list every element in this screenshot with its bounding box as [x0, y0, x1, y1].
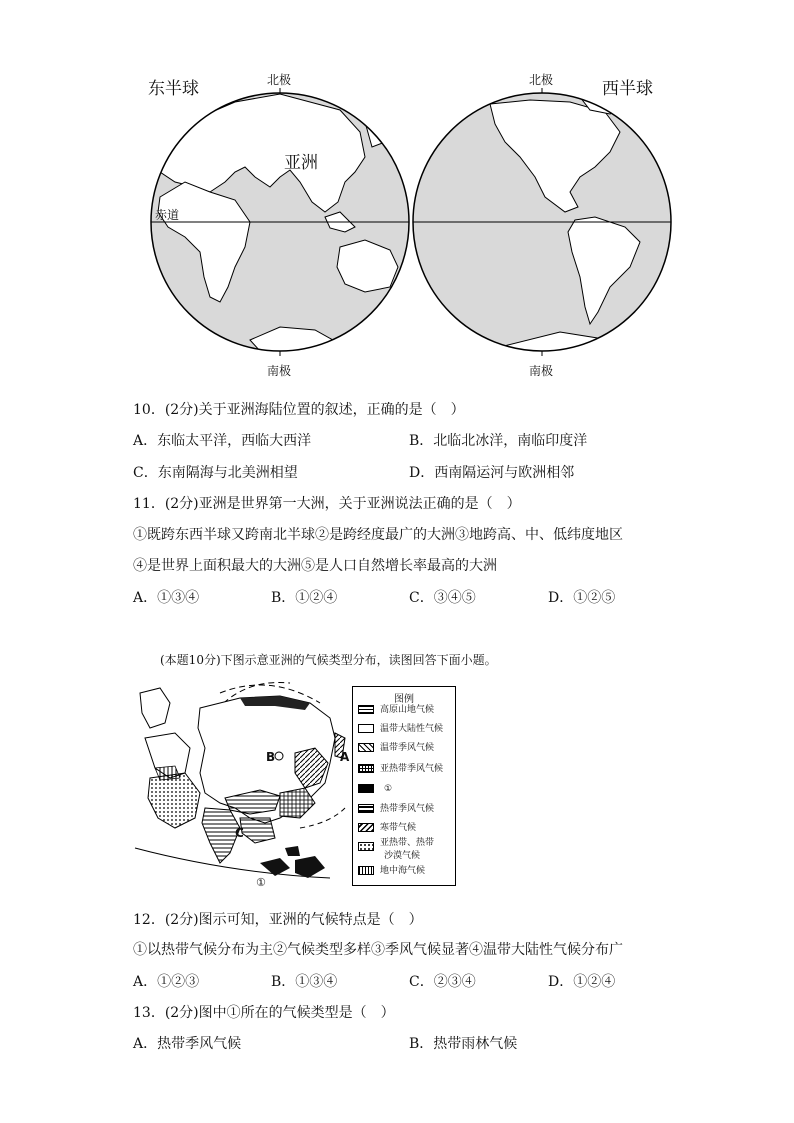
legend-swatch-temperate-monsoon	[358, 743, 374, 752]
q11-statements-line2: ④是世界上面积最大的大洲⑤是人口自然增长率最高的大洲	[133, 558, 497, 574]
q11-option-b[interactable]: B．①②④	[271, 590, 338, 606]
q12-option-b[interactable]: B．①③④	[271, 974, 338, 990]
legend-label-temperate-monsoon: 温带季风气候	[380, 743, 435, 753]
q10-stem: 10．(2分)关于亚洲海陆位置的叙述，正确的是（ ）	[133, 402, 465, 418]
q11-option-c[interactable]: C．③④⑤	[409, 590, 476, 606]
south-pole-label-west: 南极	[529, 364, 554, 378]
legend-label-polar: 寒带气候	[380, 823, 417, 833]
section-intro: (本题10分)下图示意亚洲的气候类型分布，读图回答下面小题。	[160, 653, 497, 667]
q11-stem: 11．(2分)亚洲是世界第一大洲，关于亚洲说法正确的是（ ）	[133, 496, 521, 512]
q12-option-d[interactable]: D．①②④	[548, 974, 616, 990]
legend-label-temperate-continental: 温带大陆性气候	[380, 724, 444, 734]
north-pole-label-east: 北极	[267, 73, 292, 87]
legend-label-circle1: ①	[384, 784, 393, 794]
legend-swatch-desert	[358, 842, 374, 851]
q11-option-d[interactable]: D．①②⑤	[548, 590, 616, 606]
north-pole-label-west: 北极	[529, 73, 554, 87]
east-hemisphere-title: 东半球	[148, 79, 199, 99]
q13-stem: 13．(2分)图中①所在的气候类型是（ ）	[133, 1005, 395, 1021]
q12-option-c[interactable]: C．②③④	[409, 974, 476, 990]
legend-label-mediterranean: 地中海气候	[380, 866, 426, 876]
legend-label-desert-line1: 亚热带、热带	[380, 838, 435, 848]
q11-option-a[interactable]: A．①③④	[133, 590, 200, 606]
legend-swatch-subtropical-monsoon	[358, 764, 374, 773]
asia-label: 亚洲	[284, 153, 318, 173]
south-pole-label-east: 南极	[267, 364, 292, 378]
legend-swatch-polar	[358, 823, 374, 832]
q13-option-b[interactable]: B．热带雨林气候	[409, 1036, 518, 1052]
equator-label: 赤道	[155, 208, 180, 222]
q10-option-a[interactable]: A．东临太平洋，西临大西洋	[133, 433, 312, 449]
hemisphere-map	[140, 62, 680, 382]
q10-option-b[interactable]: B．北临北冰洋，南临印度洋	[409, 433, 588, 449]
legend-swatch-circle1	[358, 784, 374, 793]
q12-option-a[interactable]: A．①②③	[133, 974, 200, 990]
legend-title: 图例	[394, 694, 414, 705]
map-label-b: B	[266, 750, 276, 764]
q12-statements-line1: ①以热带气候分布为主②气候类型多样③季风气候显著④温带大陆性气候分布广	[133, 942, 623, 958]
map-label-a: A	[340, 750, 350, 764]
legend-swatch-temperate-continental	[358, 724, 374, 733]
q12-stem: 12．(2分)图示可知，亚洲的气候特点是（ ）	[133, 912, 423, 928]
legend-swatch-mediterranean	[358, 866, 374, 875]
map-label-circle1: ①	[256, 876, 266, 889]
q13-option-a[interactable]: A．热带季风气候	[133, 1036, 242, 1052]
legend-swatch-tropical-monsoon	[358, 804, 374, 813]
q11-statements-line1: ①既跨东西半球又跨南北半球②是跨经度最广的大洲③地跨高、中、低纬度地区	[133, 527, 623, 543]
legend-swatch-plateau	[358, 705, 374, 714]
map-label-c: C	[235, 826, 244, 840]
legend-label-desert-line2: 沙漠气候	[384, 851, 421, 861]
hemisphere-map-graphic	[140, 62, 680, 382]
legend-label-subtropical-monsoon: 亚热带季风气候	[380, 764, 444, 774]
legend-label-plateau: 高原山地气候	[380, 705, 435, 715]
q10-option-c[interactable]: C．东南隔海与北美洲相望	[133, 465, 298, 481]
west-hemisphere	[410, 62, 680, 382]
legend-label-tropical-monsoon: 热带季风气候	[380, 804, 435, 814]
west-hemisphere-title: 西半球	[602, 79, 653, 99]
q10-option-d[interactable]: D．西南隔运河与欧洲相邻	[409, 465, 575, 481]
